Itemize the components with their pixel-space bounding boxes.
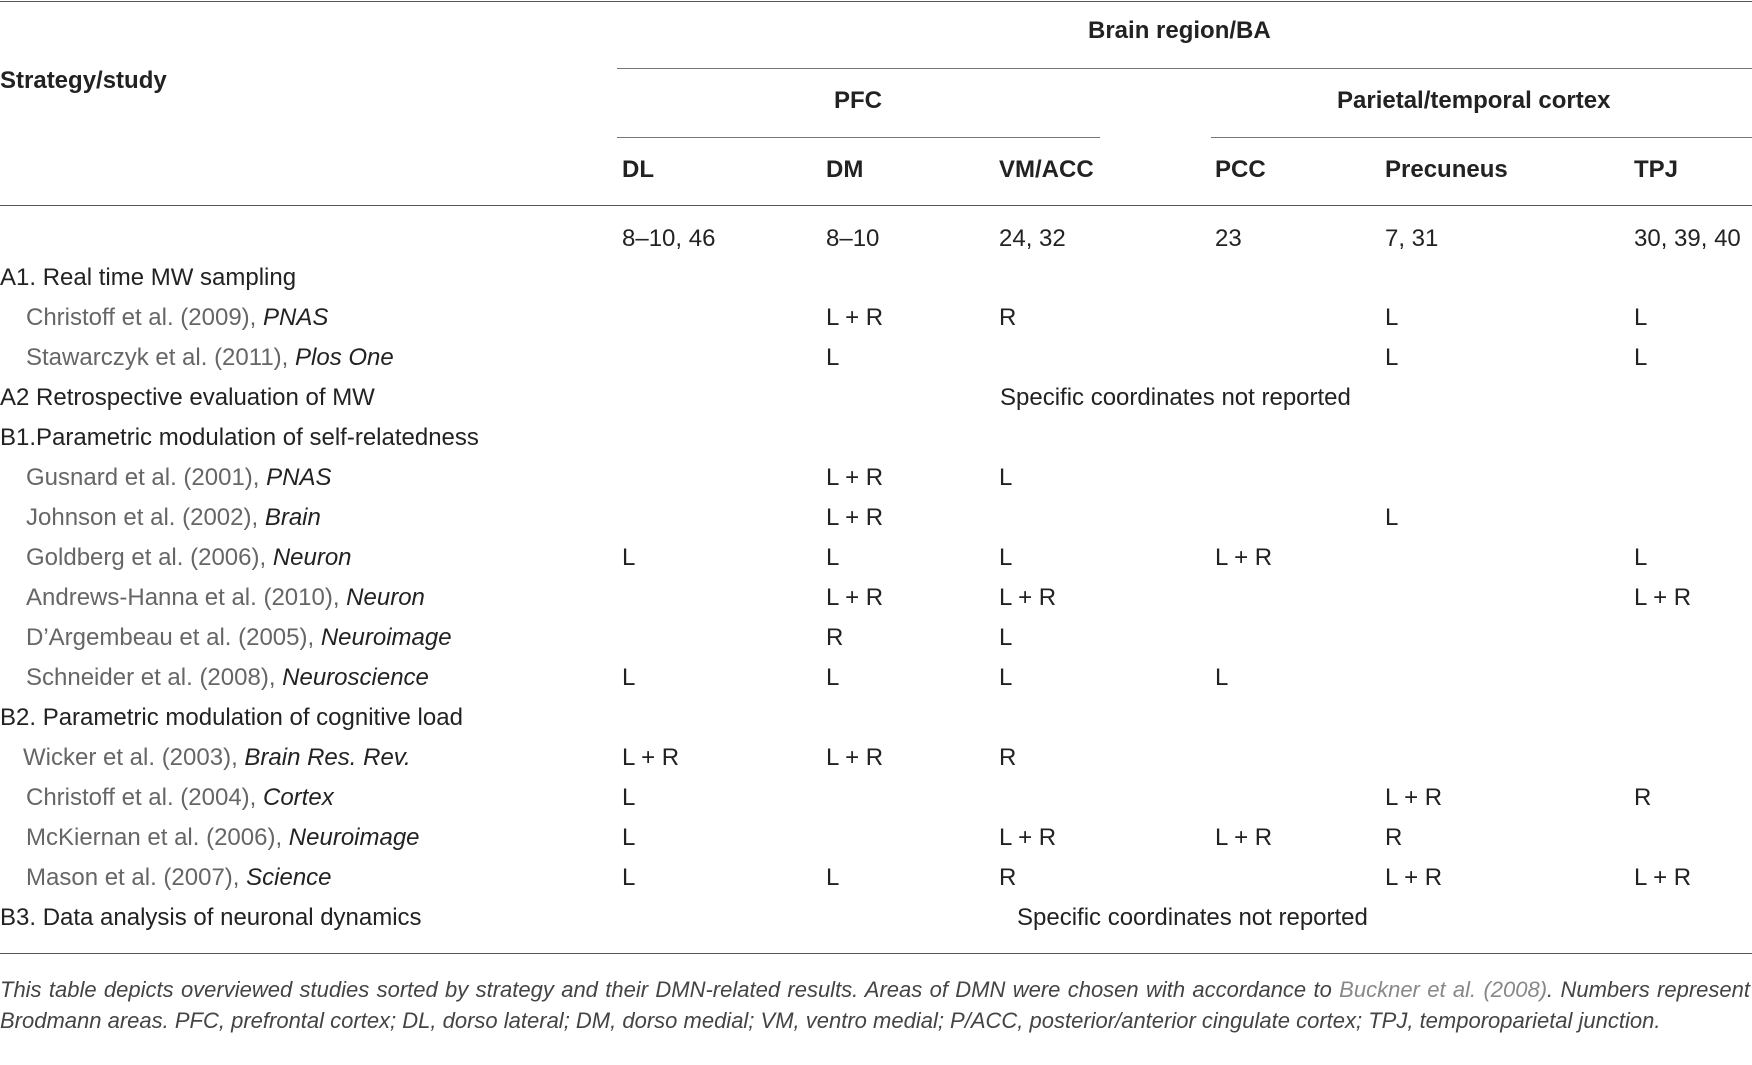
section-heading: A1. Real time MW sampling <box>0 264 297 291</box>
result-cell-dm: L <box>826 664 840 691</box>
ba-dm: 8–10 <box>826 225 880 252</box>
ba-precuneus: 7, 31 <box>1385 225 1439 252</box>
result-cell-pcc: L + R <box>1215 824 1273 851</box>
study-citation <box>26 666 429 690</box>
result-cell-dm: L <box>826 344 840 371</box>
section-heading: B3. Data analysis of neuronal dynamics <box>0 904 422 931</box>
study-authors: Johnson et al. (2002), <box>26 504 265 531</box>
study-citation <box>26 506 321 530</box>
result-cell-tpj: L <box>1634 544 1648 571</box>
col-header-precuneus: Precuneus <box>1385 156 1508 183</box>
study-authors: Wicker et al. (2003), <box>23 744 245 771</box>
result-cell-dm: L + R <box>826 304 884 331</box>
result-cell-vm-acc: L <box>999 544 1013 571</box>
result-cell-tpj: L + R <box>1634 864 1692 891</box>
result-cell-pcc: L <box>1215 664 1229 691</box>
header-bottom-rule <box>0 205 1752 206</box>
result-cell-dm: L + R <box>826 744 884 771</box>
table-top-rule <box>0 1 1752 2</box>
study-authors: Goldberg et al. (2006), <box>26 544 273 571</box>
strategy-study-header: Strategy/study <box>0 67 167 94</box>
study-authors: Mason et al. (2007), <box>26 864 247 891</box>
result-cell-pcc: L + R <box>1215 544 1273 571</box>
result-cell-vm-acc: L <box>999 664 1013 691</box>
study-citation <box>26 786 334 810</box>
result-cell-dl: L <box>622 824 636 851</box>
study-journal: Neuroimage <box>320 624 452 651</box>
pfc-header: PFC <box>834 87 882 114</box>
result-cell-tpj: R <box>1634 784 1652 811</box>
brain-region-rule <box>617 68 1752 69</box>
result-cell-dm: L + R <box>826 464 884 491</box>
study-citation <box>26 586 425 610</box>
study-authors: Christoff et al. (2009), <box>26 304 263 331</box>
study-authors: Schneider et al. (2008), <box>26 664 283 691</box>
parietal-rule <box>1211 137 1752 138</box>
study-journal: Plos One <box>295 344 394 371</box>
study-citation <box>26 546 352 570</box>
footnote-text-2: . Numbers represent Brodmann areas. PFC, prefrontal cortex; DL, dorso lateral; DM, dorso medial; VM, ventro medial; P/ACC, posterior/anterior cingulate cortex; TPJ, temporoparietal junction. <box>0 977 1750 1033</box>
result-cell-dl: L + R <box>622 744 680 771</box>
result-cell-dl: L <box>622 544 636 571</box>
pfc-rule <box>617 137 1100 138</box>
footnote-text-1: This table depicts overviewed studies sorted by strategy and their DMN-related results. Areas of DMN were chosen with accordance to <box>0 977 1340 1002</box>
study-journal: Cortex <box>263 784 334 811</box>
col-header-dm: DM <box>826 156 864 183</box>
table-bottom-rule <box>0 953 1752 954</box>
result-cell-dm: L <box>826 544 840 571</box>
result-cell-precuneus: L + R <box>1385 864 1443 891</box>
ba-dl: 8–10, 46 <box>622 225 716 252</box>
study-citation <box>26 306 328 330</box>
result-cell-precuneus: L <box>1385 304 1399 331</box>
section-heading: B2. Parametric modulation of cognitive load <box>0 704 463 731</box>
result-cell-vm-acc: L + R <box>999 824 1057 851</box>
result-cell-vm-acc: L <box>999 624 1013 651</box>
study-journal: Science <box>246 864 332 891</box>
table-footnote <box>0 974 1750 1036</box>
study-journal: Brain Res. Rev. <box>244 744 411 771</box>
result-cell-dl: L <box>622 864 636 891</box>
study-journal: Neuron <box>346 584 425 611</box>
result-cell-dm: L + R <box>826 584 884 611</box>
section-heading: A2 Retrospective evaluation of MW <box>0 384 375 411</box>
coordinates-note: Specific coordinates not reported <box>1000 384 1351 411</box>
col-header-pcc: PCC <box>1215 156 1266 183</box>
result-cell-dl: L <box>622 784 636 811</box>
result-cell-precuneus: L <box>1385 344 1399 371</box>
result-cell-vm-acc: R <box>999 304 1017 331</box>
study-authors: D’Argembeau et al. (2005), <box>26 624 321 651</box>
study-citation <box>26 626 452 650</box>
result-cell-dm: R <box>826 624 844 651</box>
ba-pcc: 23 <box>1215 225 1242 252</box>
study-journal: PNAS <box>266 464 332 491</box>
study-journal: Neuroimage <box>288 824 420 851</box>
result-cell-precuneus: R <box>1385 824 1403 851</box>
parietal-temporal-header: Parietal/temporal cortex <box>1337 87 1611 114</box>
study-authors: Gusnard et al. (2001), <box>26 464 267 491</box>
result-cell-dl: L <box>622 664 636 691</box>
study-citation <box>26 826 420 850</box>
col-header-dl: DL <box>622 156 654 183</box>
study-journal: PNAS <box>263 304 329 331</box>
result-cell-vm-acc: L <box>999 464 1013 491</box>
result-cell-precuneus: L <box>1385 504 1399 531</box>
result-cell-vm-acc: L + R <box>999 584 1057 611</box>
study-journal: Neuroscience <box>282 664 429 691</box>
study-citation <box>26 466 332 490</box>
result-cell-precuneus: L + R <box>1385 784 1443 811</box>
section-heading: B1.Parametric modulation of self-relatedness <box>0 424 479 451</box>
result-cell-dm: L <box>826 864 840 891</box>
study-authors: Stawarczyk et al. (2011), <box>26 344 295 371</box>
study-authors: Andrews-Hanna et al. (2010), <box>26 584 347 611</box>
brain-region-header: Brain region/BA <box>1088 17 1271 44</box>
footnote-reference-link[interactable]: Buckner et al. (2008) <box>1339 977 1548 1002</box>
result-cell-vm-acc: R <box>999 744 1017 771</box>
study-authors: McKiernan et al. (2006), <box>26 824 289 851</box>
result-cell-vm-acc: R <box>999 864 1017 891</box>
study-citation <box>26 346 394 370</box>
study-citation <box>26 866 332 890</box>
result-cell-tpj: L <box>1634 344 1648 371</box>
result-cell-tpj: L <box>1634 304 1648 331</box>
result-cell-dm: L + R <box>826 504 884 531</box>
coordinates-note: Specific coordinates not reported <box>1017 904 1368 931</box>
col-header-tpj: TPJ <box>1634 156 1679 183</box>
study-citation <box>23 746 411 770</box>
ba-vm-acc: 24, 32 <box>999 225 1066 252</box>
study-journal: Neuron <box>272 544 352 571</box>
col-header-vm-acc: VM/ACC <box>999 156 1094 183</box>
study-authors: Christoff et al. (2004), <box>26 784 263 811</box>
ba-tpj: 30, 39, 40 <box>1634 225 1741 252</box>
study-journal: Brain <box>264 504 321 531</box>
result-cell-tpj: L + R <box>1634 584 1692 611</box>
